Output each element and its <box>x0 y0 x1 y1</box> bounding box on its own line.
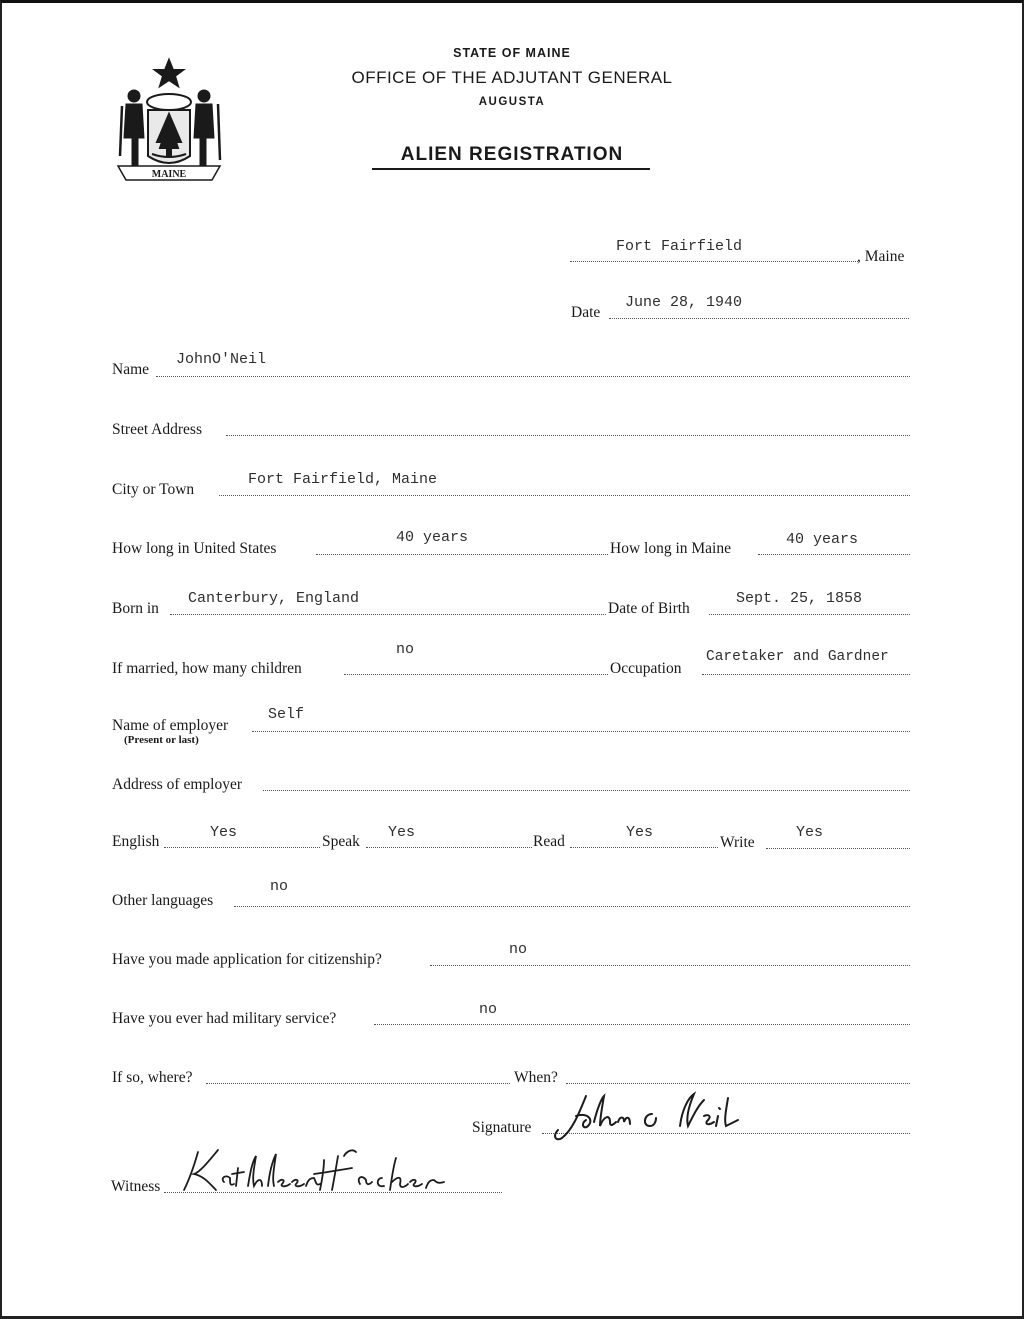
date-of-birth-line <box>709 614 910 615</box>
city-heading: AUGUSTA <box>478 96 546 108</box>
children-value: no <box>396 641 415 658</box>
write-line <box>766 848 910 849</box>
date-of-birth-label: Date of Birth <box>608 600 690 617</box>
title-underline <box>372 168 650 170</box>
when-label: When? <box>514 1069 558 1086</box>
date-label: Date <box>571 304 601 321</box>
place-value: Fort Fairfield <box>616 238 743 255</box>
how-long-us-label: How long in United States <box>112 540 277 557</box>
signature-label: Signature <box>472 1119 532 1136</box>
read-value: Yes <box>626 824 654 841</box>
other-languages-value: no <box>270 878 289 895</box>
date-of-birth-value: Sept. 25, 1858 <box>736 590 863 607</box>
english-label: English <box>112 833 160 850</box>
english-line <box>164 847 320 848</box>
citizenship-line <box>430 965 910 966</box>
how-long-us-line <box>316 554 608 555</box>
form-title: ALIEN REGISTRATION <box>400 144 624 165</box>
city-label: City or Town <box>112 481 195 498</box>
speak-line <box>366 847 532 848</box>
speak-label: Speak <box>322 833 360 850</box>
city-line <box>219 495 910 496</box>
how-long-maine-value: 40 years <box>786 531 859 548</box>
if-so-where-line <box>206 1083 510 1084</box>
employer-value: Self <box>268 706 305 723</box>
office-heading: OFFICE OF THE ADJUTANT GENERAL <box>351 68 673 87</box>
other-languages-line <box>234 906 910 907</box>
born-in-label: Born in <box>112 600 159 617</box>
witness-signature <box>164 1138 454 1200</box>
children-label: If married, how many children <box>112 660 302 677</box>
occupation-line <box>702 674 910 675</box>
employer-address-label: Address of employer <box>112 776 242 793</box>
employer-sublabel: (Present or last) <box>124 734 199 746</box>
place-suffix: , Maine <box>857 248 905 265</box>
occupation-value: Caretaker and Gardner <box>706 649 889 665</box>
name-label: Name <box>112 361 150 378</box>
children-line <box>344 674 608 675</box>
state-heading: STATE OF MAINE <box>453 46 571 60</box>
seal-banner-text: MAINE <box>151 169 187 180</box>
military-line <box>374 1024 910 1025</box>
write-label: Write <box>720 834 755 851</box>
street-address-label: Street Address <box>112 421 202 438</box>
employer-label: Name of employer <box>112 717 229 734</box>
how-long-maine-label: How long in Maine <box>610 540 731 557</box>
employer-line <box>252 731 910 732</box>
born-in-line <box>170 614 606 615</box>
name-line <box>156 376 910 377</box>
employer-address-line <box>263 790 910 791</box>
if-so-where-label: If so, where? <box>112 1069 193 1086</box>
military-value: no <box>479 1001 498 1018</box>
write-value: Yes <box>796 824 824 841</box>
other-languages-label: Other languages <box>112 892 214 909</box>
applicant-signature <box>548 1086 788 1146</box>
how-long-maine-line <box>758 554 910 555</box>
place-line <box>570 261 858 262</box>
name-value: JohnO'Neil <box>176 351 267 368</box>
when-line <box>566 1083 910 1084</box>
english-value: Yes <box>210 824 238 841</box>
speak-value: Yes <box>388 824 416 841</box>
citizenship-label: Have you made application for citizenship? <box>112 951 382 968</box>
date-line <box>609 318 909 319</box>
citizenship-value: no <box>509 941 528 958</box>
date-value: June 28, 1940 <box>625 294 743 311</box>
city-value: Fort Fairfield, Maine <box>248 471 438 488</box>
occupation-label: Occupation <box>610 660 682 677</box>
read-line <box>570 847 718 848</box>
read-label: Read <box>533 833 565 850</box>
street-address-line <box>226 435 910 436</box>
military-label: Have you ever had military service? <box>112 1010 337 1027</box>
witness-label: Witness <box>111 1178 161 1195</box>
how-long-us-value: 40 years <box>396 529 469 546</box>
born-in-value: Canterbury, England <box>188 590 360 607</box>
